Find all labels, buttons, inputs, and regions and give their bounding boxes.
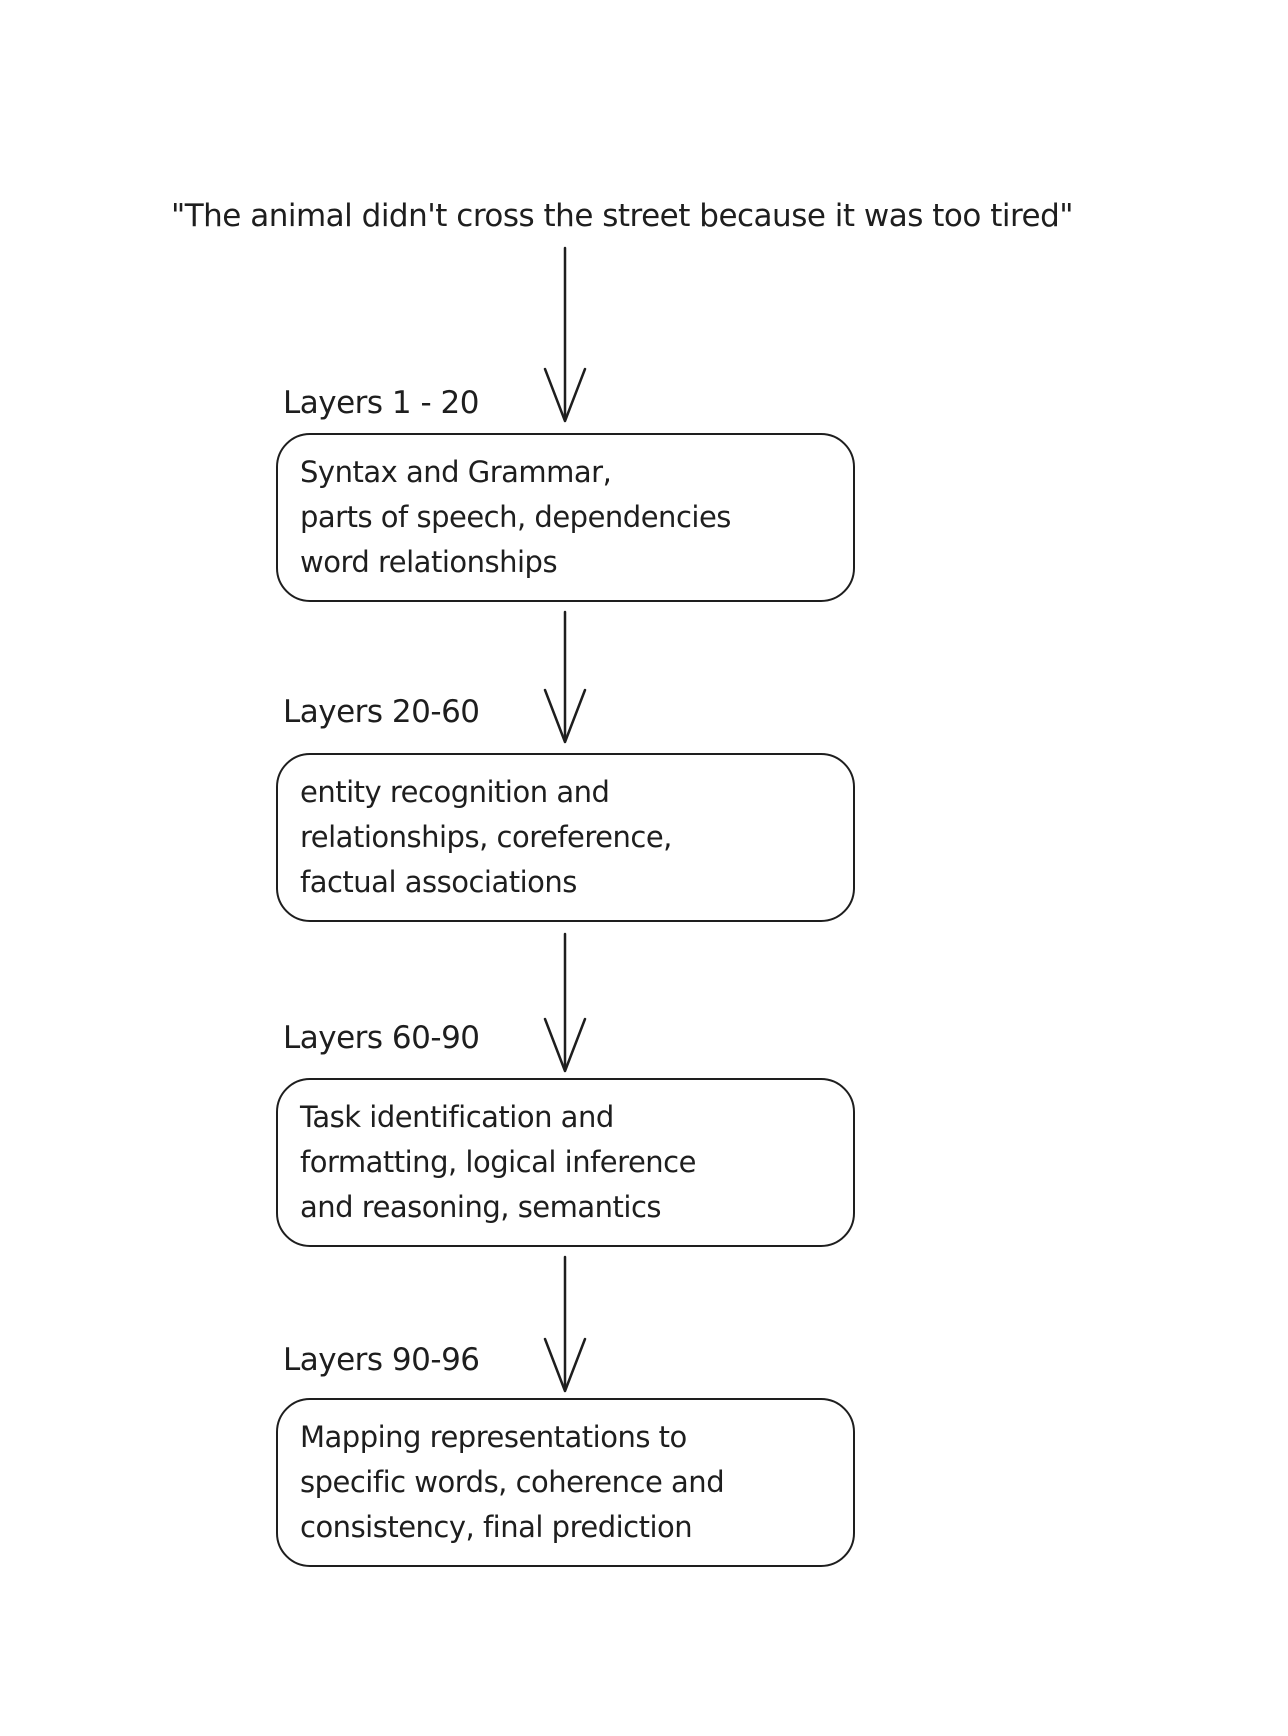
box-text-line: word relationships bbox=[300, 545, 558, 579]
down-arrow-1 bbox=[545, 248, 585, 421]
down-arrow-2 bbox=[545, 612, 585, 742]
stage-box-final-prediction bbox=[276, 1398, 855, 1567]
box-text-line: Task identification and bbox=[300, 1100, 614, 1134]
box-text-line: relationships, coreference, bbox=[300, 820, 672, 854]
box-text-line: consistency, final prediction bbox=[300, 1510, 693, 1544]
box-text-line: and reasoning, semantics bbox=[300, 1190, 662, 1224]
stage-label-layers-90-96: Layers 90-96 bbox=[283, 1342, 480, 1378]
stage-label-layers-60-90: Layers 60-90 bbox=[283, 1020, 480, 1056]
box-text-line: factual associations bbox=[300, 865, 577, 899]
stage-box-entity-recognition bbox=[276, 753, 855, 922]
stage-box-task-identification bbox=[276, 1078, 855, 1247]
down-arrow-4 bbox=[545, 1257, 585, 1391]
box-text-line: parts of speech, dependencies bbox=[300, 500, 731, 534]
input-sentence-text: "The animal didn't cross the street because it was too tired" bbox=[170, 198, 1074, 234]
box-text-line: formatting, logical inference bbox=[300, 1145, 696, 1179]
box-text-line: entity recognition and bbox=[300, 775, 610, 809]
stage-box-syntax-grammar bbox=[276, 433, 855, 602]
stage-label-layers-1-20: Layers 1 - 20 bbox=[283, 385, 479, 421]
box-text-line: Syntax and Grammar, bbox=[300, 455, 612, 489]
box-text-line: Mapping representations to bbox=[300, 1420, 687, 1454]
box-text-line: specific words, coherence and bbox=[300, 1465, 725, 1499]
down-arrow-3 bbox=[545, 934, 585, 1071]
stage-label-layers-20-60: Layers 20-60 bbox=[283, 694, 480, 730]
